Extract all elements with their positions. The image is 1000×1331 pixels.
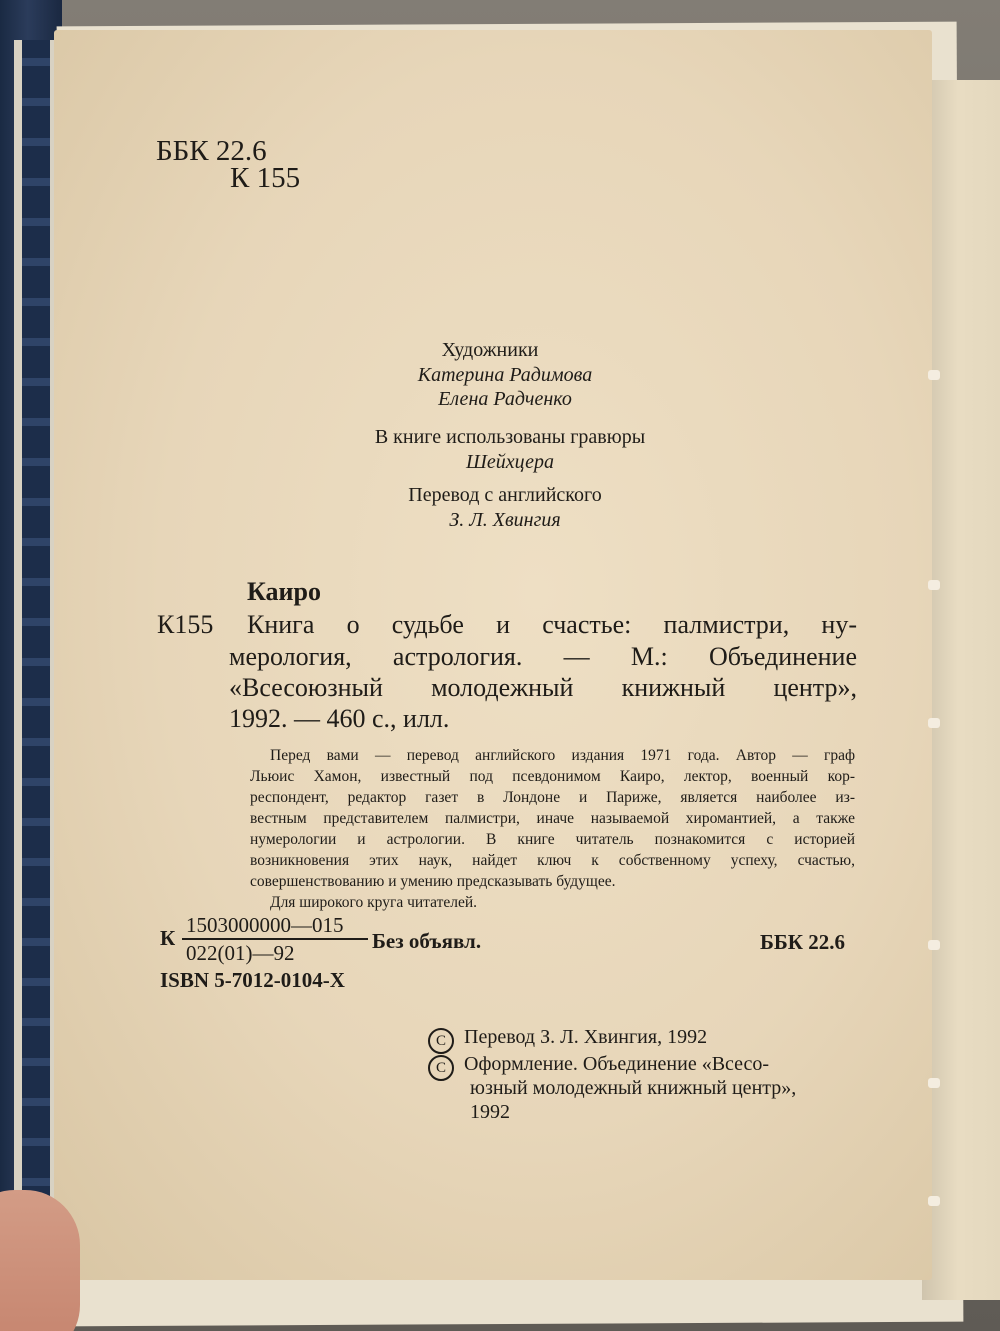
copyright-line: C Оформление. Объединение «Всесо-: [428, 1053, 769, 1081]
bbk-code-right: ББК 22.6: [760, 930, 845, 954]
translation-note: Перевод с английского: [408, 484, 602, 506]
entry-index: К155: [157, 610, 214, 639]
annotation-line: возникновения этих наук, найдет ключ к собственному успеху, счастью,: [250, 852, 855, 869]
engraver-name: Шейхцера: [466, 451, 554, 473]
fraction-line: [182, 938, 368, 940]
annotation-line: Льюис Хамон, известный под псевдонимом Каиро, лектор, военный кор-: [250, 768, 855, 785]
binding-stitch: [928, 370, 940, 380]
binding-stitch: [928, 580, 940, 590]
entry-title-line: мерология, астрология. — М.: Объединение: [229, 642, 857, 671]
facing-page-edge: [922, 80, 1000, 1300]
annotation-line: респондент, редактор газет в Лондоне и Париже, является наиболее из-: [250, 789, 855, 806]
isbn: ISBN 5-7012-0104-X: [160, 968, 345, 992]
artist-name: Катерина Радимова: [417, 364, 593, 386]
entry-title-line: «Всесоюзный молодежный книжный центр»,: [229, 673, 857, 702]
copyright-line: C Перевод З. Л. Хвингия, 1992: [428, 1026, 707, 1054]
binding-stitch: [928, 940, 940, 950]
thumb: [0, 1190, 80, 1331]
translator-name: З. Л. Хвингия: [449, 509, 561, 531]
author-mark: К 155: [230, 162, 301, 194]
engravings-note: В книге использованы гравюры: [374, 426, 646, 448]
entry-title-line: Книга о судьбе и счастье: палмистри, ну-: [247, 610, 857, 639]
entry-title-line: 1992. — 460 с., илл.: [229, 704, 450, 733]
binding-stitch: [928, 1078, 940, 1088]
book-cover-pattern: [22, 40, 50, 1220]
annotation-line: Перед вами — перевод английского издания 1971 года. Автор — граф: [270, 747, 855, 764]
no-ads-note: Без объявл.: [372, 929, 482, 953]
bbk-code: ББК 22.6: [156, 135, 267, 167]
catalog-denominator: 022(01)—92: [186, 941, 295, 965]
annotation-line: вестным представителем палмистри, иначе называемой хиромантией, а также: [250, 810, 855, 827]
copyright-icon: C: [428, 1055, 454, 1081]
artist-name: Елена Радченко: [438, 388, 572, 410]
catalog-numerator: 1503000000—015: [186, 913, 344, 937]
annotation-line: совершенствованию и умению предсказывать будущее.: [250, 873, 616, 890]
entry-author: Каиро: [247, 577, 321, 606]
audience-note: Для широкого круга читателей.: [270, 894, 478, 911]
catalog-k-letter: К: [160, 926, 176, 950]
binding-stitch: [928, 1196, 940, 1206]
binding-stitch: [928, 718, 940, 728]
annotation-line: нумерологии и астрологии. В книге читатель познакомится с историей: [250, 831, 855, 848]
copyright-line: юзный молодежный книжный центр»,: [470, 1077, 797, 1099]
copyright-line: 1992: [470, 1101, 510, 1123]
artists-heading: Художники: [441, 339, 539, 361]
copyright-icon: C: [428, 1028, 454, 1054]
